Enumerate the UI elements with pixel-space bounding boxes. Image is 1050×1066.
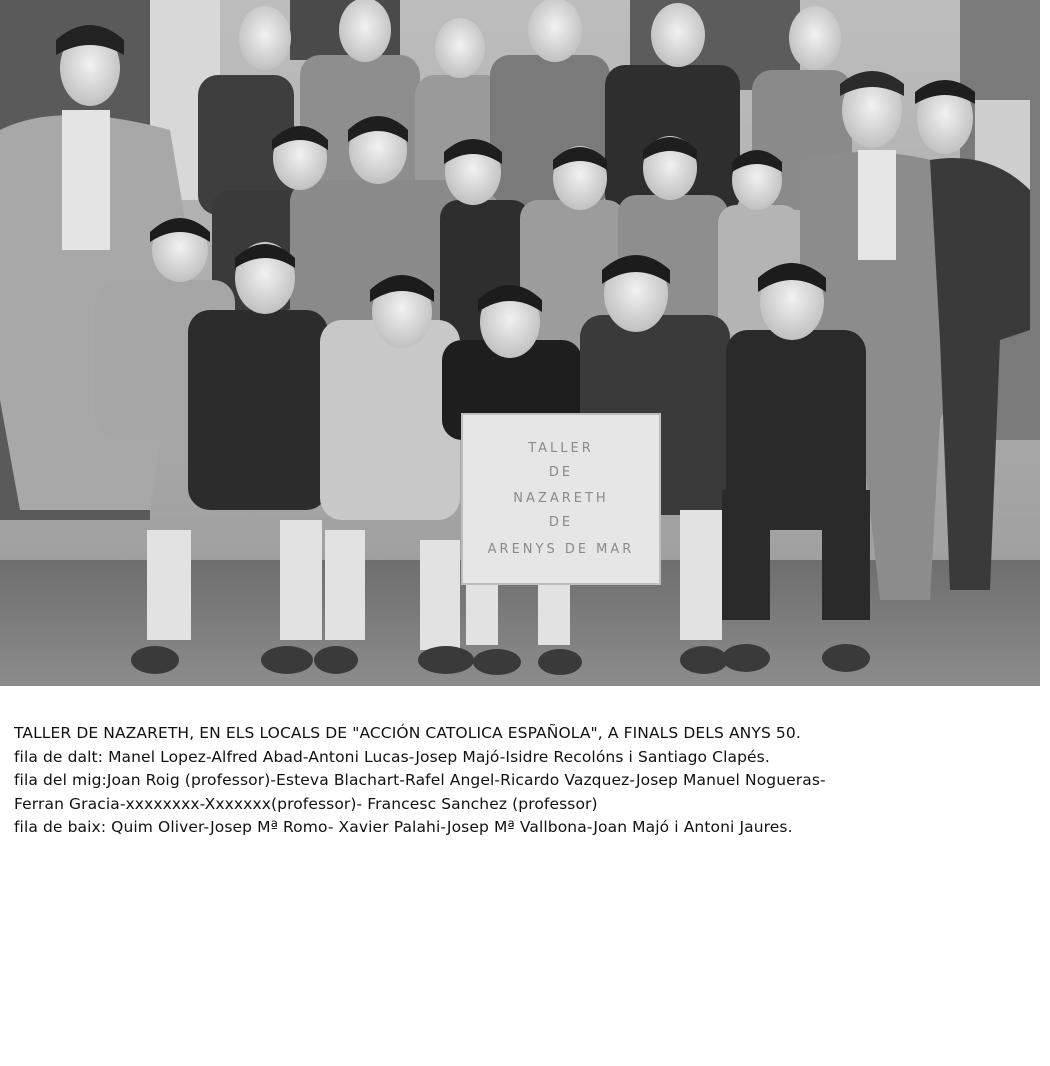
caption-middle-row-continued: Ferran Gracia-xxxxxxxx-Xxxxxxx(professor)- Francesc Sanchez (professor) — [14, 794, 598, 813]
caption-title: TALLER DE NAZARETH, EN ELS LOCALS DE "ACCIÓN CATOLICA ESPAÑOLA", A FINALS DELS ANYS 50. — [14, 724, 801, 742]
caption-top-row: fila de dalt: Manel Lopez-Alfred Abad-Antoni Lucas-Josep Majó-Isidre Recolóns i Santiago Clapés. — [14, 747, 770, 766]
sign-line-4: DE — [548, 515, 574, 530]
sign-line-2: DE — [548, 465, 574, 480]
sign-line-3: NAZARETH — [513, 491, 609, 506]
sign-line-5: ARENYS DE MAR — [487, 542, 635, 557]
sign-board — [462, 414, 660, 584]
caption-bottom-row: fila de baix: Quim Oliver-Josep Mª Romo- Xavier Palahi-Josep Mª Vallbona-Joan Majó i Antoni Jaures. — [14, 818, 793, 836]
caption-middle-row: fila del mig:Joan Roig (professor)-Esteva Blachart-Rafel Angel-Ricardo Vazquez-Josep Manuel Nogueras- — [14, 771, 826, 789]
sign-line-1: TALLER — [528, 441, 594, 456]
photo-caption — [14, 722, 1044, 840]
